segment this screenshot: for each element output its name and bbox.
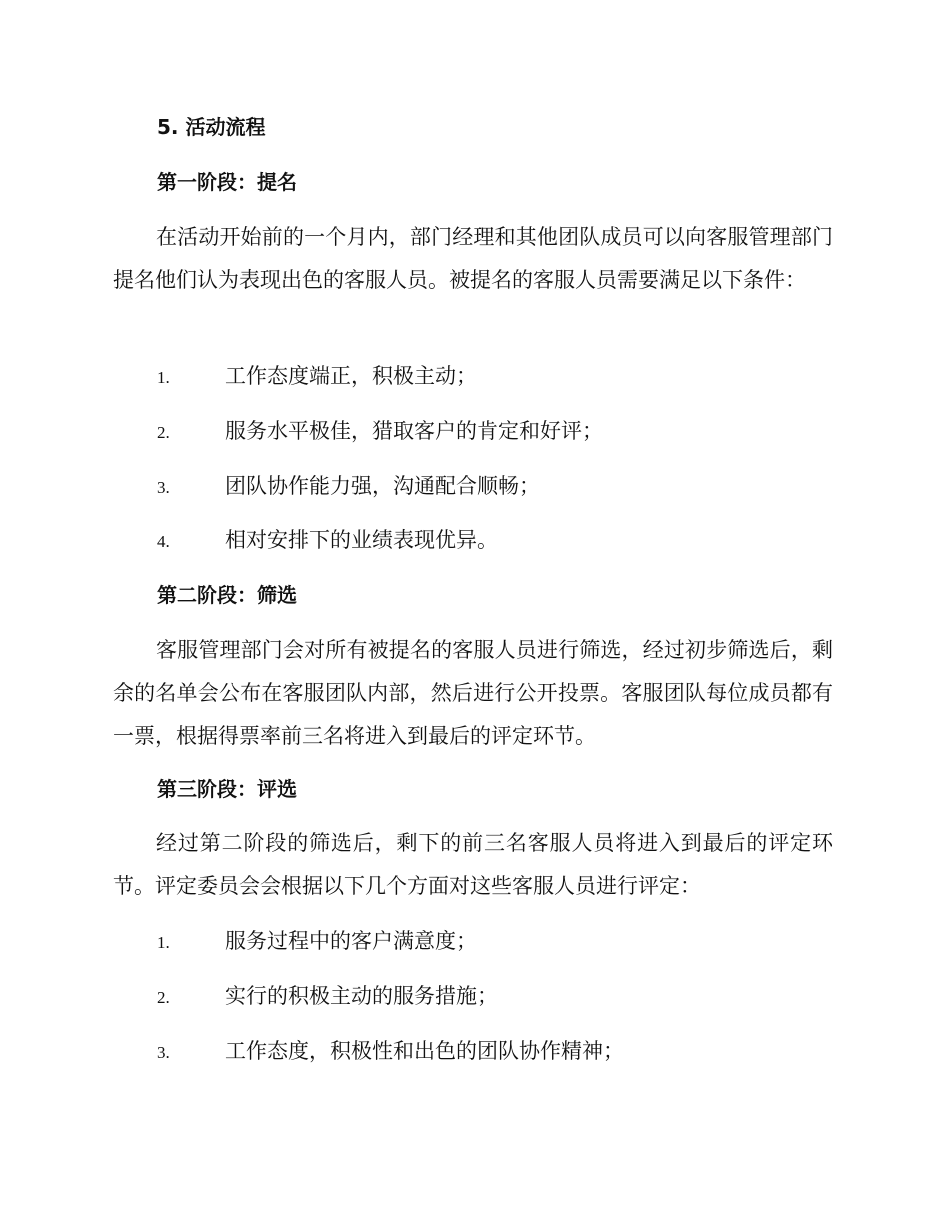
stage3-item-3-number: 3. [157, 1043, 170, 1062]
section-title: 5. 活动流程 [157, 115, 266, 139]
stage3-heading: 第三阶段：评选 [157, 777, 297, 801]
stage3-item-2: 实行的积极主动的服务措施； [225, 984, 498, 1008]
stage2-paragraph: 客服管理部门会对所有被提名的客服人员进行筛选，经过初步筛选后，剩余的名单会公布在客服团队内部，然后进行公开投票。客服团队每位成员都有一票，根据得票率前三名将进入到最后的评定环节。 [113, 638, 833, 748]
stage3-item-1: 服务过程中的客户满意度； [225, 929, 477, 953]
stage1-item-4: 相对安排下的业绩表现优异。 [225, 528, 498, 552]
stage3-item-3: 工作态度，积极性和出色的团队协作精神； [225, 1039, 624, 1063]
stage1-item-3: 团队协作能力强，沟通配合顺畅； [225, 474, 540, 498]
stage3-item-2-number: 2. [157, 988, 170, 1007]
stage1-item-1: 工作态度端正，积极主动； [225, 364, 477, 388]
stage1-heading: 第一阶段：提名 [157, 170, 297, 194]
stage1-item-3-number: 3. [157, 478, 170, 497]
stage1-item-2-number: 2. [157, 423, 170, 442]
stage3-item-1-number: 1. [157, 933, 170, 952]
stage3-paragraph: 经过第二阶段的筛选后，剩下的前三名客服人员将进入到最后的评定环节。评定委员会会根据以下几个方面对这些客服人员进行评定： [113, 831, 833, 898]
stage2-heading: 第二阶段：筛选 [157, 583, 297, 607]
stage1-item-1-number: 1. [157, 368, 170, 387]
stage1-item-4-number: 4. [157, 532, 170, 551]
stage1-item-2: 服务水平极佳，猎取客户的肯定和好评； [225, 419, 603, 443]
stage1-paragraph: 在活动开始前的一个月内，部门经理和其他团队成员可以向客服管理部门提名他们认为表现出色的客服人员。被提名的客服人员需要满足以下条件： [113, 225, 833, 292]
